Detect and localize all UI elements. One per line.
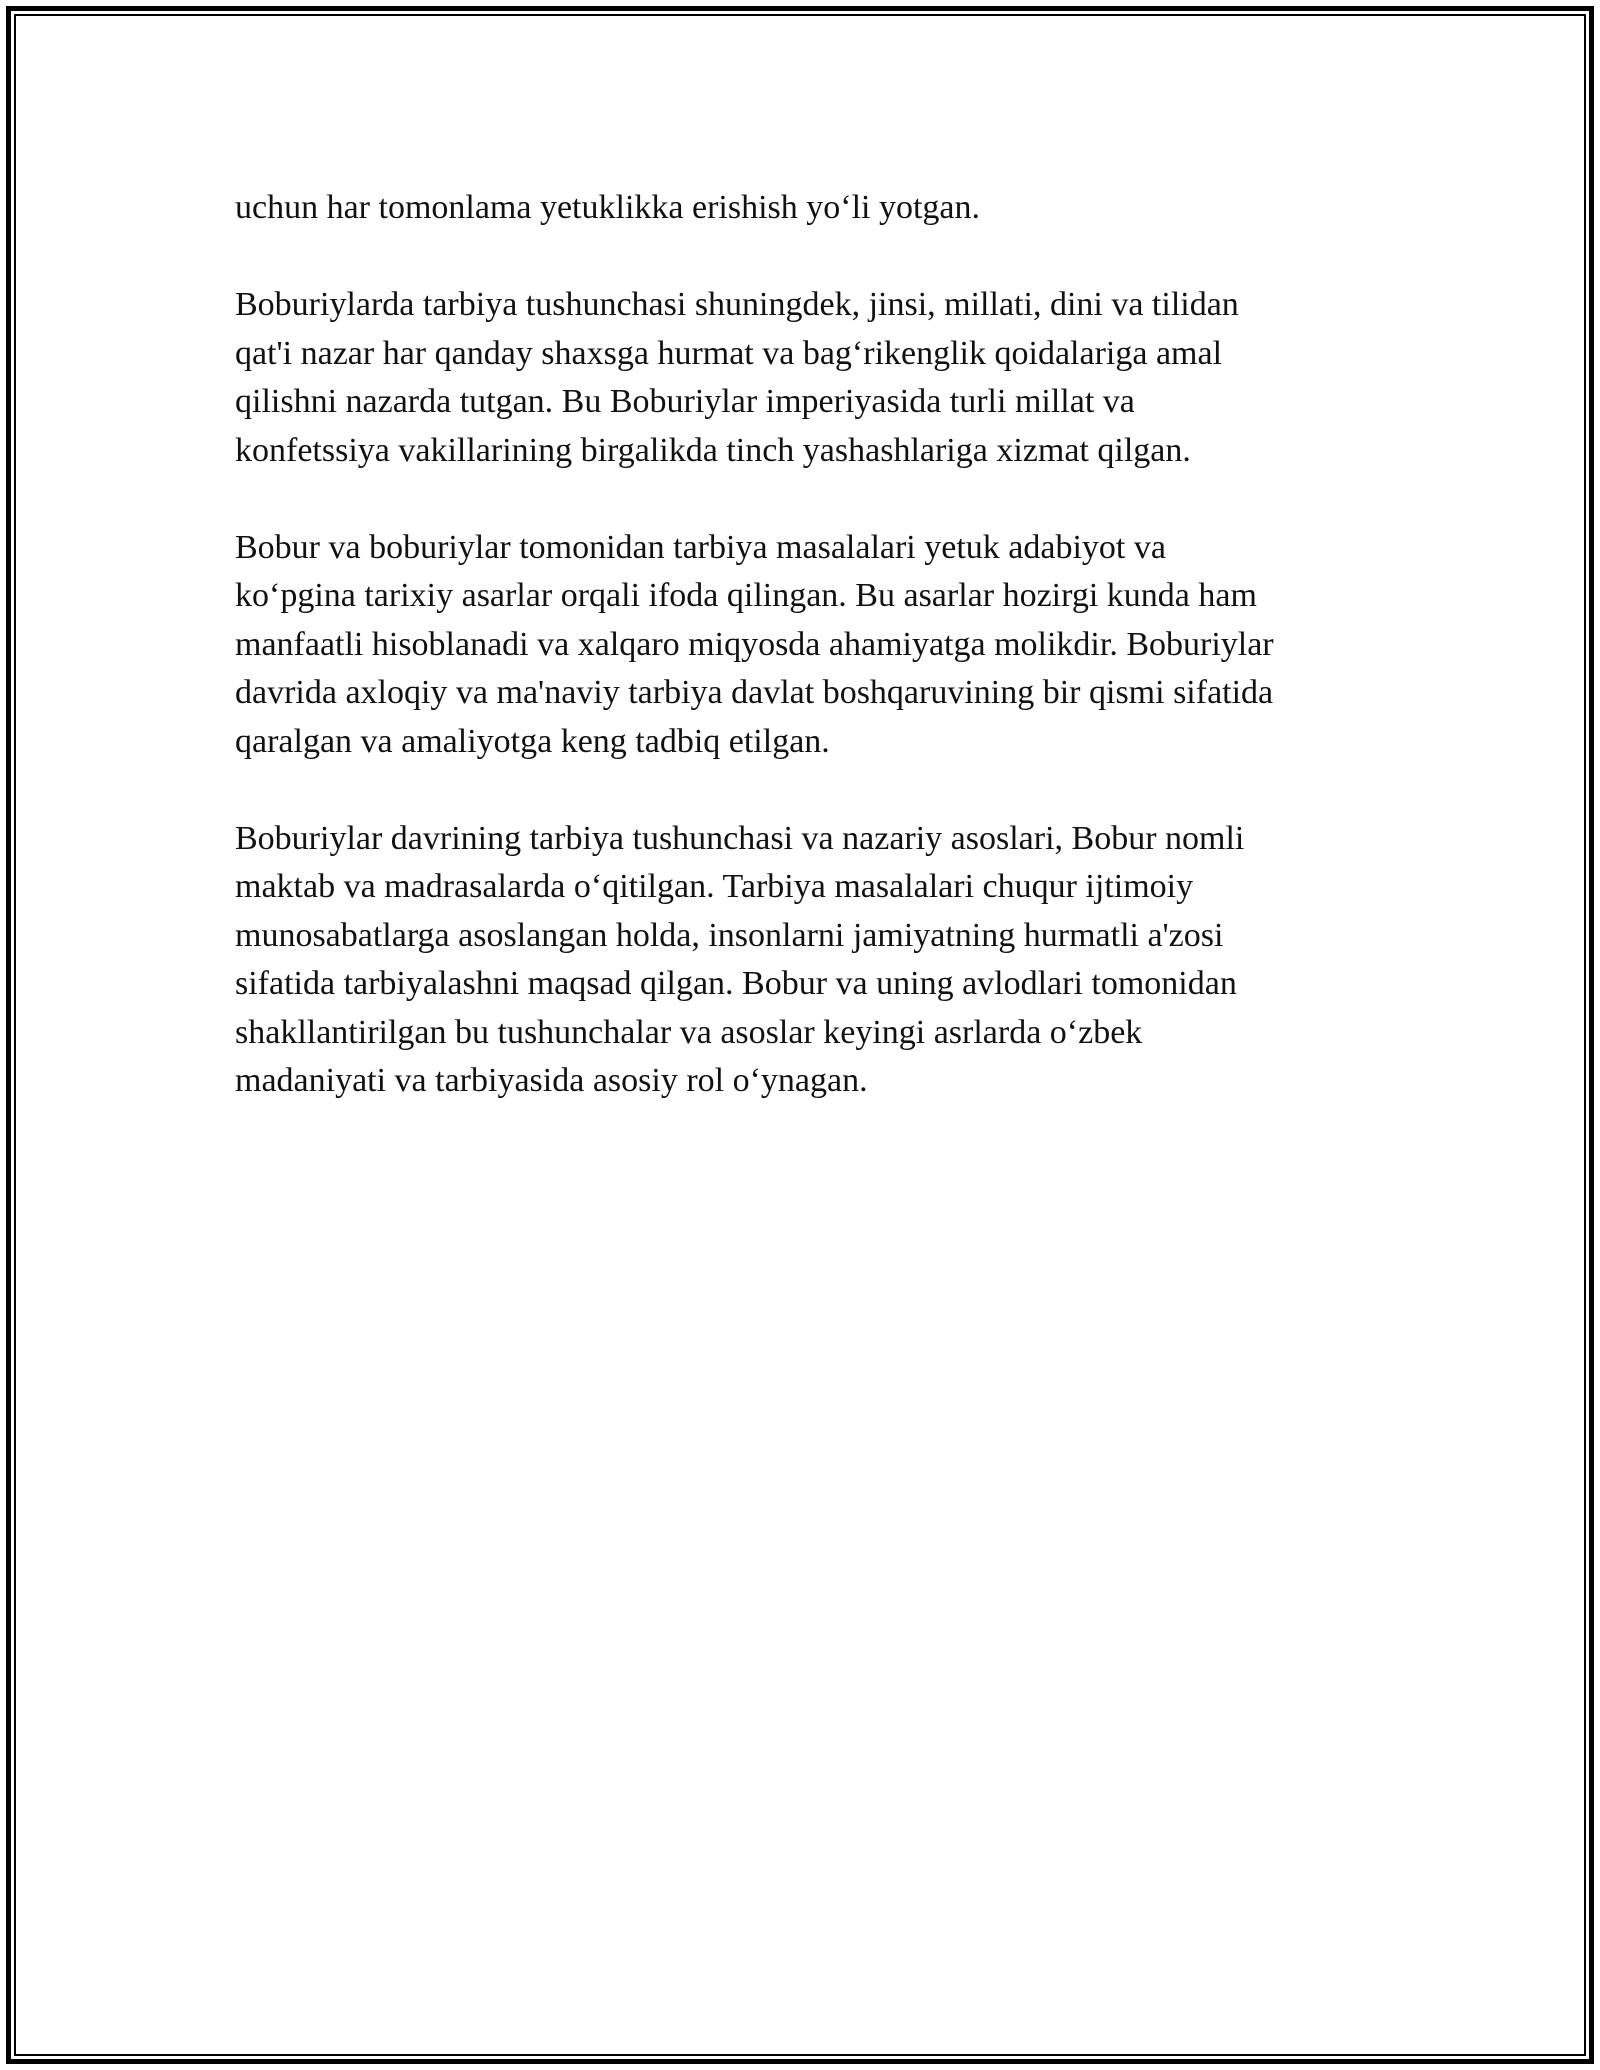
document-body: [235, 184, 1365, 1154]
paragraph-2: Boburiylarda tarbiya tushunchasi shuningdek, jinsi, millati, dini va tilidan qat'i nazar har qanday shaxsga hurmat va bag‘rikenglik qoidalariga amal qilishni nazarda tutgan. Bu Boburiylar imperiyasida turli millat va konfetssiya vakillarining birgalikda tinch yashashlariga xizmat qilgan.: [235, 286, 1239, 469]
paragraph-1: uchun har tomonlama yetuklikka erishish yo‘li yotgan.: [235, 189, 981, 226]
paragraph-4: Boburiylar davrining tarbiya tushunchasi va nazariy asoslari, Bobur nomli maktab va madrasalarda o‘qitilgan. Tarbiya masalalari chuqur ijtimoiy munosabatlarga asoslangan holda, insonlarni jamiyatning hurmatli a'zosi sifatida tarbiyalashni maqsad qilgan. Bobur va uning avlodlari tomonidan shakllantirilgan bu tushunchalar va asoslar keyingi asrlarda o‘zbek madaniyati va tarbiyasida asosiy rol o‘ynagan.: [235, 819, 1245, 1099]
paragraph-3: Bobur va boburiylar tomonidan tarbiya masalalari yetuk adabiyot va ko‘pgina tarixiy asarlar orqali ifoda qilingan. Bu asarlar hozirgi kunda ham manfaatli hisoblanadi va xalqaro miqyosda ahamiyatga molikdir. Boburiylar davrida axloqiy va ma'naviy tarbiya davlat boshqaruvining bir qismi sifatida qaralgan va amaliyotga keng tadbiq etilgan.: [235, 528, 1274, 760]
